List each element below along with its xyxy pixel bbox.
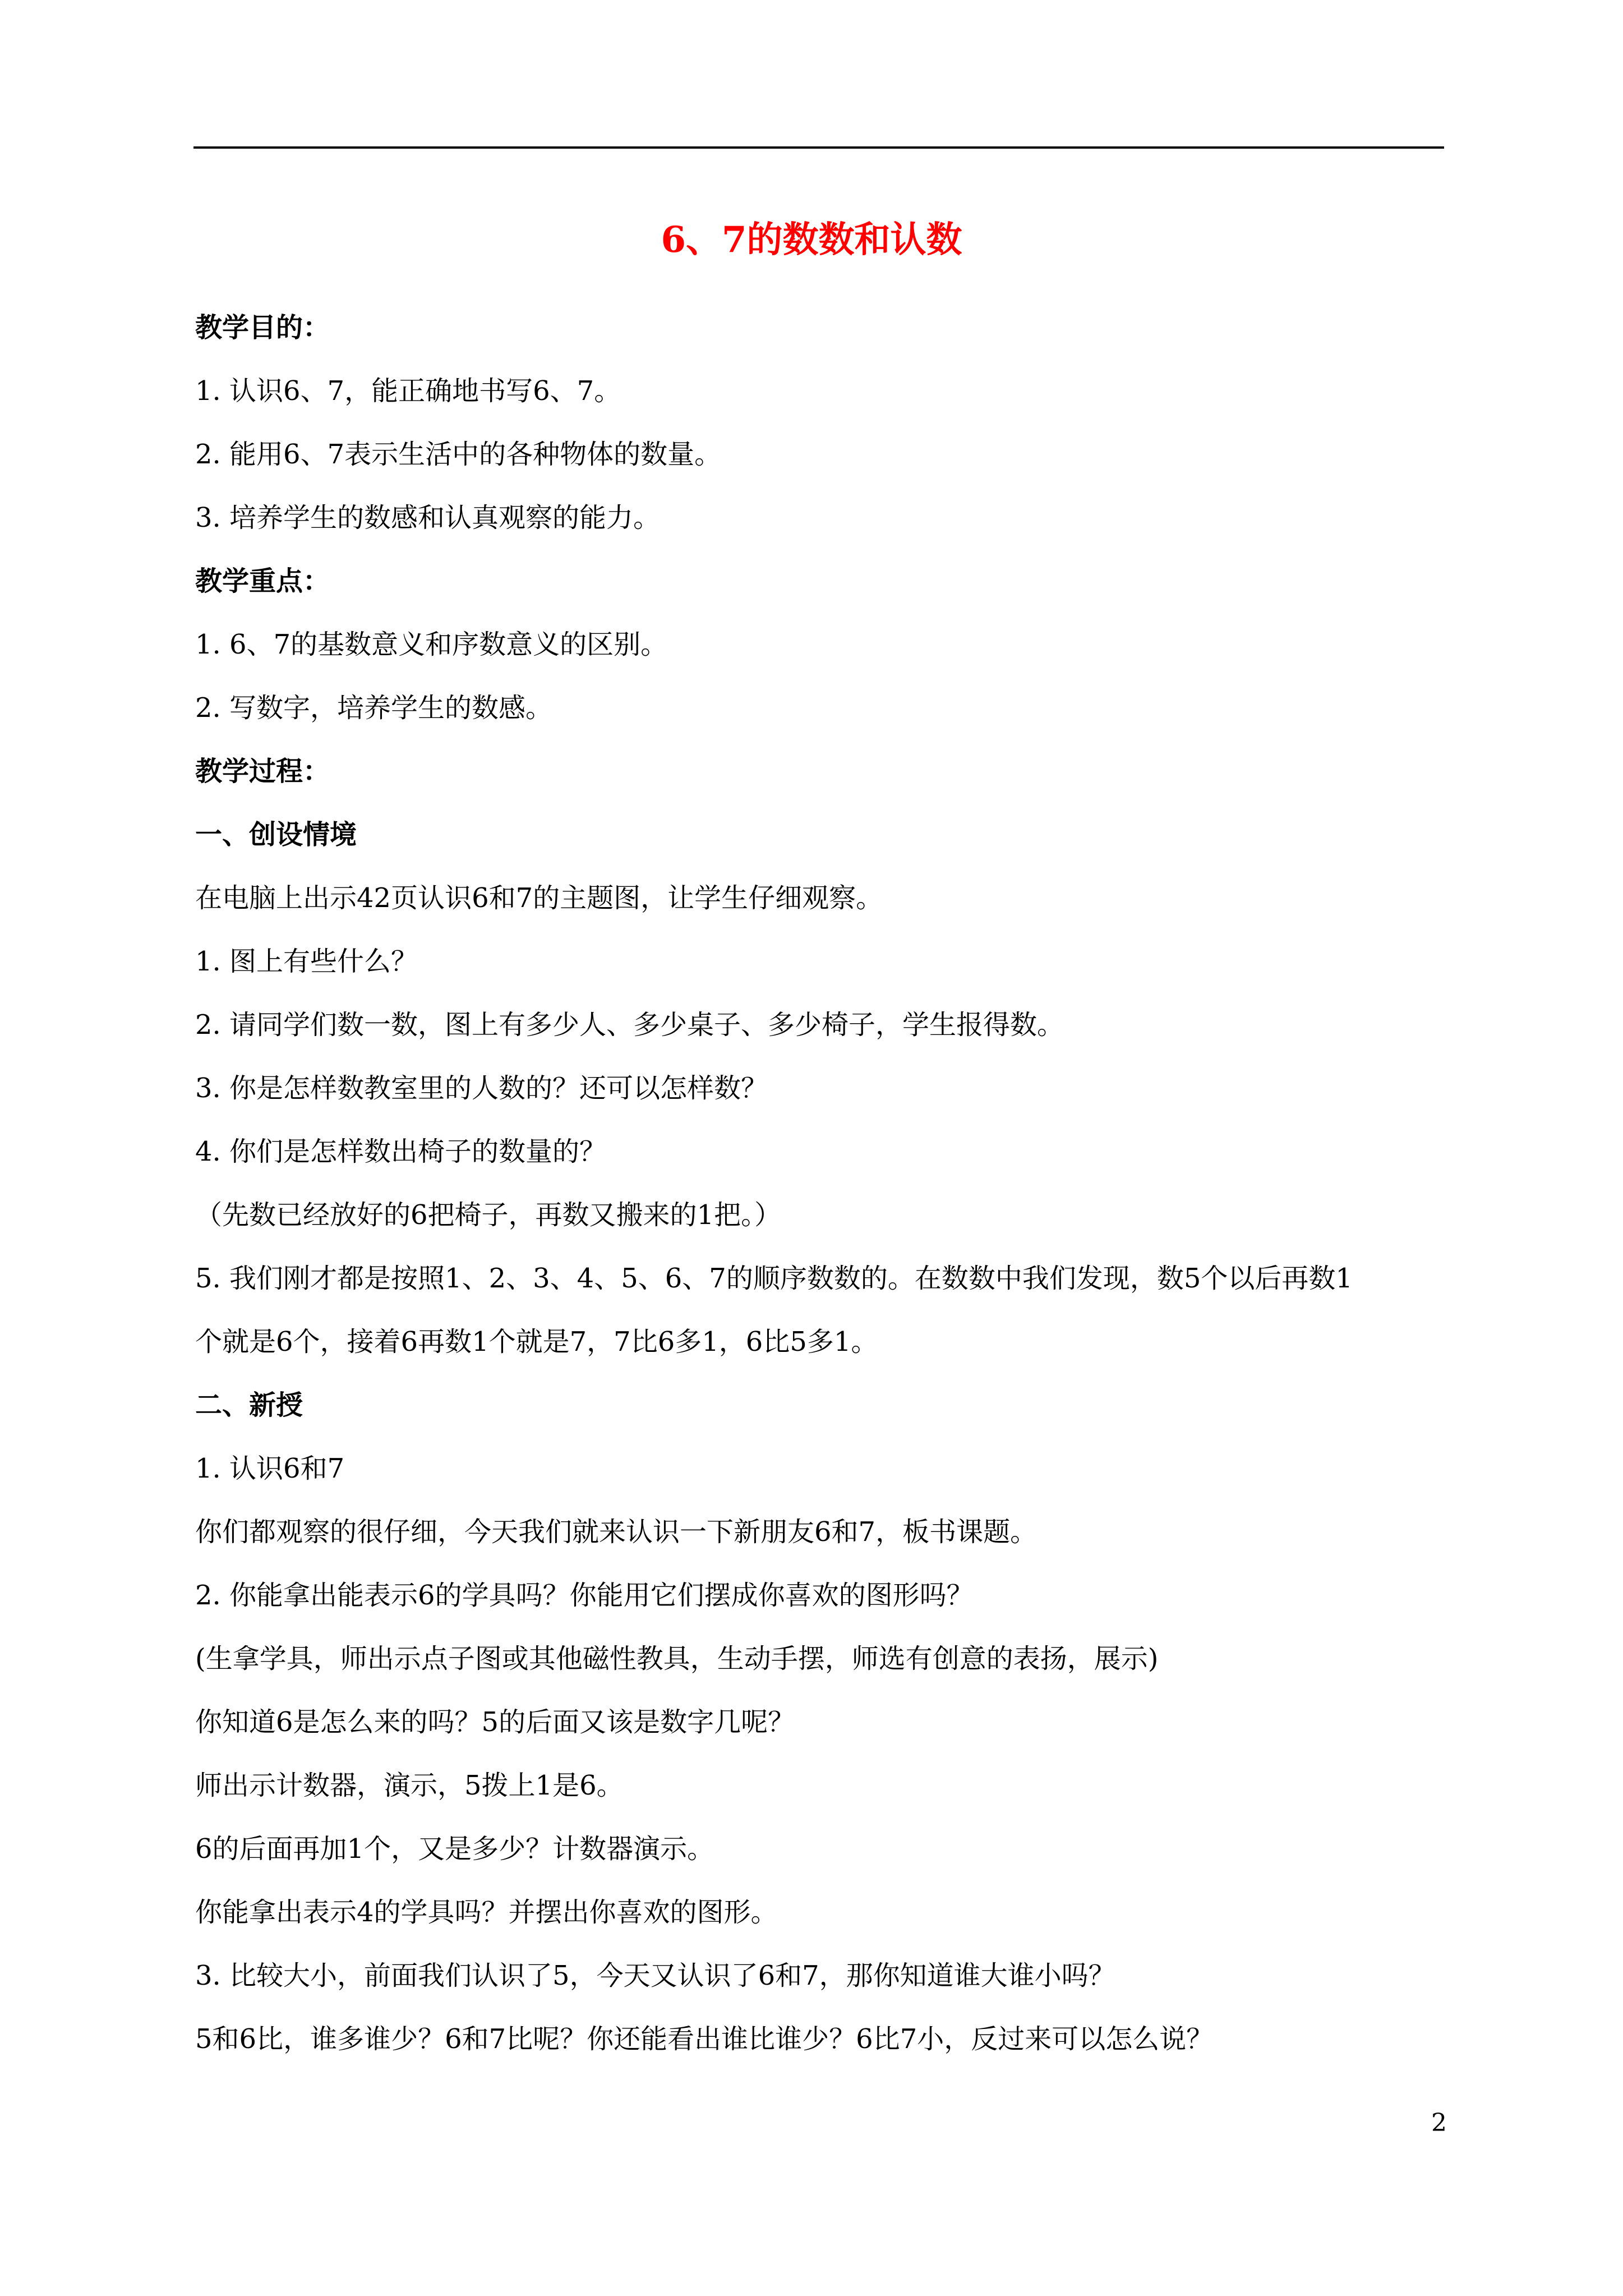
body-line: 个就是6个，接着6再数1个就是7，7比6多1，6比5多1。 [195, 1326, 878, 1358]
section-heading: 教学重点： [195, 565, 330, 597]
page-number: 2 [1431, 2109, 1447, 2137]
body-line: 2. 能用6、7表示生活中的各种物体的数量。 [195, 439, 722, 470]
body-line: 3. 比较大小，前面我们认识了5，今天又认识了6和7，那你知道谁大谁小吗？ [195, 1960, 1115, 1991]
section-heading: 教学过程： [195, 756, 330, 787]
document-body [195, 296, 1446, 2071]
document-title: 6、7的数数和认数 [661, 219, 962, 261]
section-heading: 教学目的： [195, 312, 330, 343]
body-line: （先数已经放好的6把椅子，再数又搬来的1把。） [195, 1199, 782, 1231]
section-heading: 一、创设情境 [195, 819, 357, 850]
body-line: (生拿学具，师出示点子图或其他磁性教具，生动手摆，师选有创意的表扬，展示) [195, 1643, 1159, 1674]
body-line: 6的后面再加1个，又是多少？计数器演示。 [195, 1833, 714, 1865]
body-line: 你能拿出表示4的学具吗？并摆出你喜欢的图形。 [195, 1897, 778, 1928]
body-line: 你们都观察的很仔细，今天我们就来认识一下新朋友6和7，板书课题。 [195, 1516, 1038, 1548]
body-line: 1. 图上有些什么？ [195, 946, 418, 977]
body-line: 在电脑上出示42页认识6和7的主题图，让学生仔细观察。 [195, 882, 883, 914]
section-heading: 二、新授 [195, 1389, 303, 1421]
header-rule [193, 146, 1444, 149]
body-line: 师出示计数器，演示，5拨上1是6。 [195, 1770, 624, 1801]
body-line: 3. 你是怎样数教室里的人数的？还可以怎样数？ [195, 1073, 768, 1104]
body-line: 你知道6是怎么来的吗？5的后面又该是数字几呢？ [195, 1706, 795, 1738]
body-line: 4. 你们是怎样数出椅子的数量的？ [195, 1136, 607, 1167]
body-line: 1. 认识6和7 [195, 1453, 345, 1484]
body-line: 2. 请同学们数一数，图上有多少人、多少桌子、多少椅子，学生报得数。 [195, 1009, 1064, 1041]
body-line: 1. 认识6、7，能正确地书写6、7。 [195, 375, 621, 407]
body-line: 3. 培养学生的数感和认真观察的能力。 [195, 502, 661, 533]
body-line: 2. 写数字，培养学生的数感。 [195, 692, 553, 724]
body-line: 1. 6、7的基数意义和序数意义的区别。 [195, 629, 668, 660]
body-line: 5和6比，谁多谁少？6和7比呢？你还能看出谁比谁少？6比7小，反过来可以怎么说？ [195, 2023, 1214, 2055]
body-line: 5. 我们刚才都是按照1、2、3、4、5、6、7的顺序数数的。在数数中我们发现，数5个以后再数1 [195, 1263, 1353, 1294]
body-line: 2. 你能拿出能表示6的学具吗？你能用它们摆成你喜欢的图形吗？ [195, 1580, 974, 1611]
